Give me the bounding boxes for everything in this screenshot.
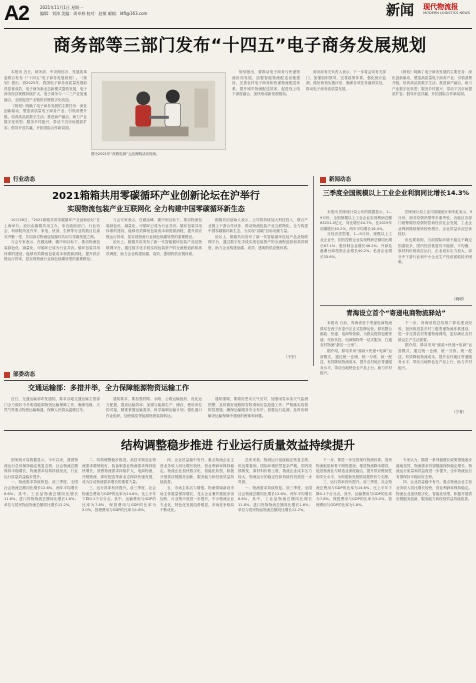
profit-paragraph: 分经济类型看，1—9月份，规模以上工业企业中，国有控股企业实现利润总额同比增长67.1%；股份制企业增长46.2%；外商及港澳台商投资企业增长40.2%；私营企业增长33.6%。 (320, 232, 392, 259)
industry-column-3 (160, 458, 234, 680)
masthead (4, 3, 472, 27)
cargo-column-1 (320, 321, 392, 415)
industry-paragraph: 四、企业效益稳中有升。重点物流企业主营业务收入同比增长较快，营业利润率保持稳定。物流企业加快数字化、智能化转型，积极开展供应链服务创新，服务能力和经营效益持续改善。 (160, 458, 234, 485)
industry-paragraph: 下一步，要进一步完善现代物流体系，加快物流枢纽和骨干网络建设，推进物流降本增效，促进物流业与制造业深度融合，提升供应链韧性和安全水平，为构建新发展格局提供有力支撑。 (316, 458, 392, 479)
industry-paragraph: 一、物流需求持续恢复。前三季度，全国社会物流总额同比增长12.6%，两年平均增长6.6%。其中，工业品物流总额同比增长11.8%；进口货物物流总额同比增长1.6%；单位与居民物品物流总额同比增长12.2%。 (238, 485, 312, 513)
profit-column-1 (320, 210, 392, 302)
industry-paragraph: 五、市场主体活力增强。物流领域新设市场主体数量保持增长，龙头企业兼并重组步伐加快，行业集中度进一步提升，中小物流企业专业化、特色化发展趋势明显，市场竞争格局不断优化。 (160, 485, 234, 513)
industry-column-4 (238, 458, 312, 680)
column-divider (313, 176, 314, 366)
cargo-byline: （宁青） (452, 410, 467, 414)
industry-column-6 (396, 458, 472, 680)
expo-column-3 (208, 218, 308, 354)
transport-paragraph: 近日，交通运输部印发通知，要求各地交通运输主管部门全力做好今冬明春能源物资运输保障工作，确保电煤、天然气等重点物资运输畅通，保障人民群众温暖过冬。 (4, 397, 100, 413)
profit-paragraph: 本报讯 国家统计局公布的数据显示，1—9月份，全国规模以上工业企业实现利润总额63251.0亿元，同比增长44.7%，比2019年同期增长40.2%，两年平均增长18.4%。 (320, 210, 392, 231)
section-rule (4, 380, 308, 381)
transport-column-3 (208, 397, 308, 427)
transport-paragraph: 通知强调，要做好恶劣天气应对，加强雨雪冰冻天气监测预警，及时做好道路除雪防滑和应急抢通工作；严格落实疫情防控措施，确保运输服务安全有序；加强运行监测，及时协调解决运输保障中遇到的困难和问题。 (208, 397, 308, 418)
section-tag-ministry-news: 部委动态 (4, 371, 64, 379)
profit-headline: 三季度全国规模以上工业企业利润同比增长14.3% (322, 189, 470, 197)
expo-paragraph: 与会专家表示，在碳达峰、碳中和目标下，推动物流包装绿色化、减量化、可循环已成为行业共识。循环包装共用体系的建设，能够有效降低包装成本和资源消耗，提升供应链运行效率，是实现物流行业绿色低碳转型的重要路径。 (4, 240, 100, 262)
cargo-headline: 青海设立首个“寄递电商物流驿站” (346, 309, 446, 317)
industry-paragraph: 四、企业效益稳中有升。重点物流企业主营业务收入同比增长较快，营业利润率保持稳定。物流企业加快数字化、智能化转型，积极开展供应链服务创新，服务能力和经营效益持续改善。 (396, 480, 472, 502)
lead-paragraph: 商务部有关负责人表示，下一步将会同有关部门，加强组织领导，完善政策体系，强化统计监测，做好规划实施评估，确保各项任务落到实处，推动电子商务高质量发展。 (306, 70, 386, 91)
expo-headline: 2021箱箱共用零碳循环产业创新论坛在沪举行 (52, 191, 260, 202)
paper-name-en: MODERN LOGISTICS NEWS (423, 11, 470, 15)
section-rule (4, 185, 308, 186)
lead-photo-illustration (92, 73, 225, 149)
masthead-editors: 编辑：刘涛 美编：周卓林 校对：赵敏 邮箱：ldfl@163.com (40, 11, 148, 16)
industry-headline: 结构调整稳步推进 行业运行质量效益持续提升 (120, 438, 355, 452)
paper-name-cn: 现代物流报 (423, 2, 459, 11)
transport-paragraph: 通知要求，要加强铁路、水路、公路运输组织，优化运力配置，提高运输效率；加强与能源生产、储存、使用单位的对接，精准掌握运输需求，科学编制运输计划；强化港口作业组织，加快煤炭等能源物资装卸转运。 (106, 397, 202, 418)
industry-paragraph: 三、运行效率有所提升。前三季度，社会物流总费用与GDP的比率为14.6%，比上半年下降0.1个百分点。其中，运输费用与GDP的比率为7.8%，保管费用与GDP的比率为5.0%，管理费用与GDP的比率为1.8%。 (316, 480, 392, 507)
industry-paragraph: 一、物流需求持续恢复。前三季度，全国社会物流总额同比增长12.6%，两年平均增长6.6%。其中，工业品物流总额同比增长11.8%；进口货物物流总额同比增长1.6%；单位与居民物品物流总额同比增长12.2%。 (4, 480, 78, 507)
section-tag-industry-news: 行业动态 (4, 176, 64, 184)
expo-paragraph: 论坛上，箱箱共用发布了新一代智能循环包装产品及物联网平台，通过数字化手段实现包装资产的全流程追踪和高效调度，助力企业构建低碳、高效、透明的供应链体系。 (106, 240, 202, 256)
transport-headline: 交通运输部：多措并举，全力保障能源物资运输工作 (28, 384, 189, 392)
cargo-paragraph: 下一步，青海省将总结推广驿站建设经验，加快推进县乡村三级寄递物流体系建设，进一步完善农村寄递物流网络，更好满足农村群众生产生活需要。 (398, 321, 472, 342)
expo-paragraph: 箱箱共用创始人表示，公司将持续加大科技投入，联合产业链上下游合作伙伴，推动物流包装产业互联网化，全力构建中国零碳循环新生态，为实现“双碳”目标贡献力量。 (208, 218, 308, 234)
expo-paragraph: 与会专家表示，在碳达峰、碳中和目标下，推动物流包装绿色化、减量化、可循环已成为行业共识。循环包装共用体系的建设，能够有效降低包装成本和资源消耗，提升供应链运行效率，是实现物流行业绿色低碳转型的重要路径。 (106, 218, 202, 239)
expo-subhead: 实现物流包装产业互联网化 全力构建中国零碳循环新生态 (67, 205, 245, 213)
lead-headline: 商务部等三部门发布“十四五”电子商务发展规划 (53, 36, 427, 56)
lead-column-2 (232, 70, 300, 168)
industry-paragraph: 二、结构调整稳步推进。高技术制造业物流需求增势较好，装备制造业物流需求保持较快增长，消费物流需求持续扩大，电商物流、冷链物流、即时配送等新业态保持快速发展，成为拉动物流需求增长的重要力量。 (82, 458, 156, 485)
cargo-column-2 (398, 321, 472, 409)
lead-column-3 (306, 70, 386, 168)
masthead-meta (40, 5, 147, 17)
industry-paragraph: 三、运行效率有所提升。前三季度，社会物流总费用与GDP的比率为14.6%，比上半年下降0.1个百分点。其中，运输费用与GDP的比率为7.8%，保管费用与GDP的比率为5.0%，管理费用与GDP的比率为1.8%。 (82, 485, 156, 513)
section-rule (320, 185, 472, 186)
lead-paragraph: 《规划》明确了电子商务发展的主要任务：深化创新驱动，塑造高质量电子商务产业；引领消费升级，培育高品质数字生活；推进商产融合，助力产业数字化转型；服务乡村振兴，带动下沉市场提质扩容；倡导开放共赢，开拓国际合作新局面。 (4, 103, 87, 130)
expo-paragraph: 10月28日，“2021箱箱共用零碳循环产业创新论坛”在上海举行。论坛由箱箱共用主办，来自政府部门、行业协会、科研院所及汽车、家电、快消、生鲜等行业的数百位嘉宾齐聚一堂，共同探讨物流包装循环共用与零碳发展之路。 (4, 218, 100, 239)
lead-photo-caption: 图为2021年“丝路电商”云品海购活动现场。 (91, 152, 160, 156)
transport-column-2 (106, 397, 202, 427)
masthead-date: 2021年11月1日 星期一 (40, 5, 84, 10)
paper-name (423, 3, 470, 16)
lead-paragraph: 本报讯 近日，商务部、中央网信办、发展改革委联合发布《“十四五”电子商务发展规划》。《规划》提出，到2025年，我国电子商务高质量发展取得显著成效，电子商务新业态新模式蓬勃发展，电子商务经济规模持续扩大，电子商务与一二三产业加速融合，全面促进产业链供应链数字化改造。 (4, 70, 87, 102)
masthead-brand (386, 3, 470, 22)
lead-paragraph: 《规划》明确了电子商务发展的主要任务：深化创新驱动，塑造高质量电子商务产业；引领消费升级，培育高品质数字生活；推进商产融合，助力产业数字化转型；服务乡村振兴，带动下沉市场提质扩容；倡导开放共赢，开拓国际合作新局面。 (392, 70, 472, 97)
industry-paragraph: 国家统计局数据显示，今年以来，我国物流运行总体保持稳定恢复态势，社会物流总额保持平稳增长，物流需求结构持续优化，行业运行质量效益稳步提升。 (4, 458, 78, 479)
section-name: 新闻 (386, 3, 415, 19)
industry-paragraph: 专家认为，随着一系列稳增长政策措施逐步落地见效，物流需求有望继续保持稳定增长，物流运行质量和效益将进一步提升，全年物流运行有望保持平稳向好态势。 (396, 458, 472, 479)
story-divider (320, 305, 472, 306)
profit-byline: （晓明） (452, 297, 467, 301)
section-tag-news: 新闻动态 (320, 176, 380, 184)
industry-column-1 (4, 458, 78, 680)
expo-paragraph: 论坛上，箱箱共用发布了新一代智能循环包装产品及物联网平台，通过数字化手段实现包装资产的全流程追踪和高效调度，助力企业构建低碳、高效、透明的供应链体系。 (208, 234, 308, 250)
page-number: A2 (4, 2, 29, 25)
profit-paragraph: 但也要看到，当前国际环境不稳定不确定因素较多，国内经济恢复仍不稳固、不均衡，原材料价格高位运行，企业成本压力加大，部分中下游行业和中小企业生产经营面临较多困难。 (398, 237, 472, 265)
section-divider (4, 430, 472, 431)
industry-column-5 (316, 458, 392, 680)
expo-column-1 (4, 218, 100, 360)
expo-column-2 (106, 218, 202, 360)
lead-photo (91, 72, 226, 150)
cargo-paragraph: 据介绍，驿站采用“邮政+快递+电商”运营模式，通过统一仓储、统一分拣、统一配送，有效降低物流成本，提升农村地区寄递服务水平，带动当地特色农产品上行，助力乡村振兴。 (320, 348, 392, 376)
industry-paragraph: 总体来看，物流运行延续稳定恢复态势，但也要看到，国际环境依然复杂严峻，国内疫情散发，原材料价格上涨，物流企业成本压力较大，物流运行的稳定性和持续性仍需进一步巩固。 (238, 458, 312, 485)
industry-column-2 (82, 458, 156, 680)
lead-column-1 (4, 70, 87, 168)
lead-paragraph: 规划指出，要推动电子商务与快递物流协同发展，加强智能物流配送设施建设，完善农村电子商务和快递物流配送体系，提升城乡物流配送效率，促进线上线下深度融合，加快形成新发展格局。 (232, 70, 300, 97)
cargo-paragraph: 据介绍，驿站采用“邮政+快递+电商”运营模式，通过统一仓储、统一分拣、统一配送，有效降低物流成本，提升农村地区寄递服务水平，带动当地特色农产品上行，助力乡村振兴。 (398, 343, 472, 370)
lead-column-4 (392, 70, 472, 168)
profit-paragraph: 国家统计局工业司高级统计师朱虹表示，9月份，面对疫情汛情等多重考验，各地区各部门统筹做好疫情防控和经济社会发展，工业企业利润继续保持较快增长，企业效益状况总体较好。 (398, 210, 472, 237)
masthead-rule (4, 28, 472, 29)
profit-column-2 (398, 210, 472, 296)
expo-byline: （于宏） (284, 355, 299, 359)
cargo-paragraph: 本报讯 日前，青海省首个寄递电商物流驿站在西宁市湟中区正式挂牌运营。驿站整合邮政、快递、电商等资源，为群众提供包裹寄递、代收代投、电商购物等一站式服务，打通农村物流“最后一公里”。 (320, 321, 392, 348)
transport-column-1 (4, 397, 100, 427)
